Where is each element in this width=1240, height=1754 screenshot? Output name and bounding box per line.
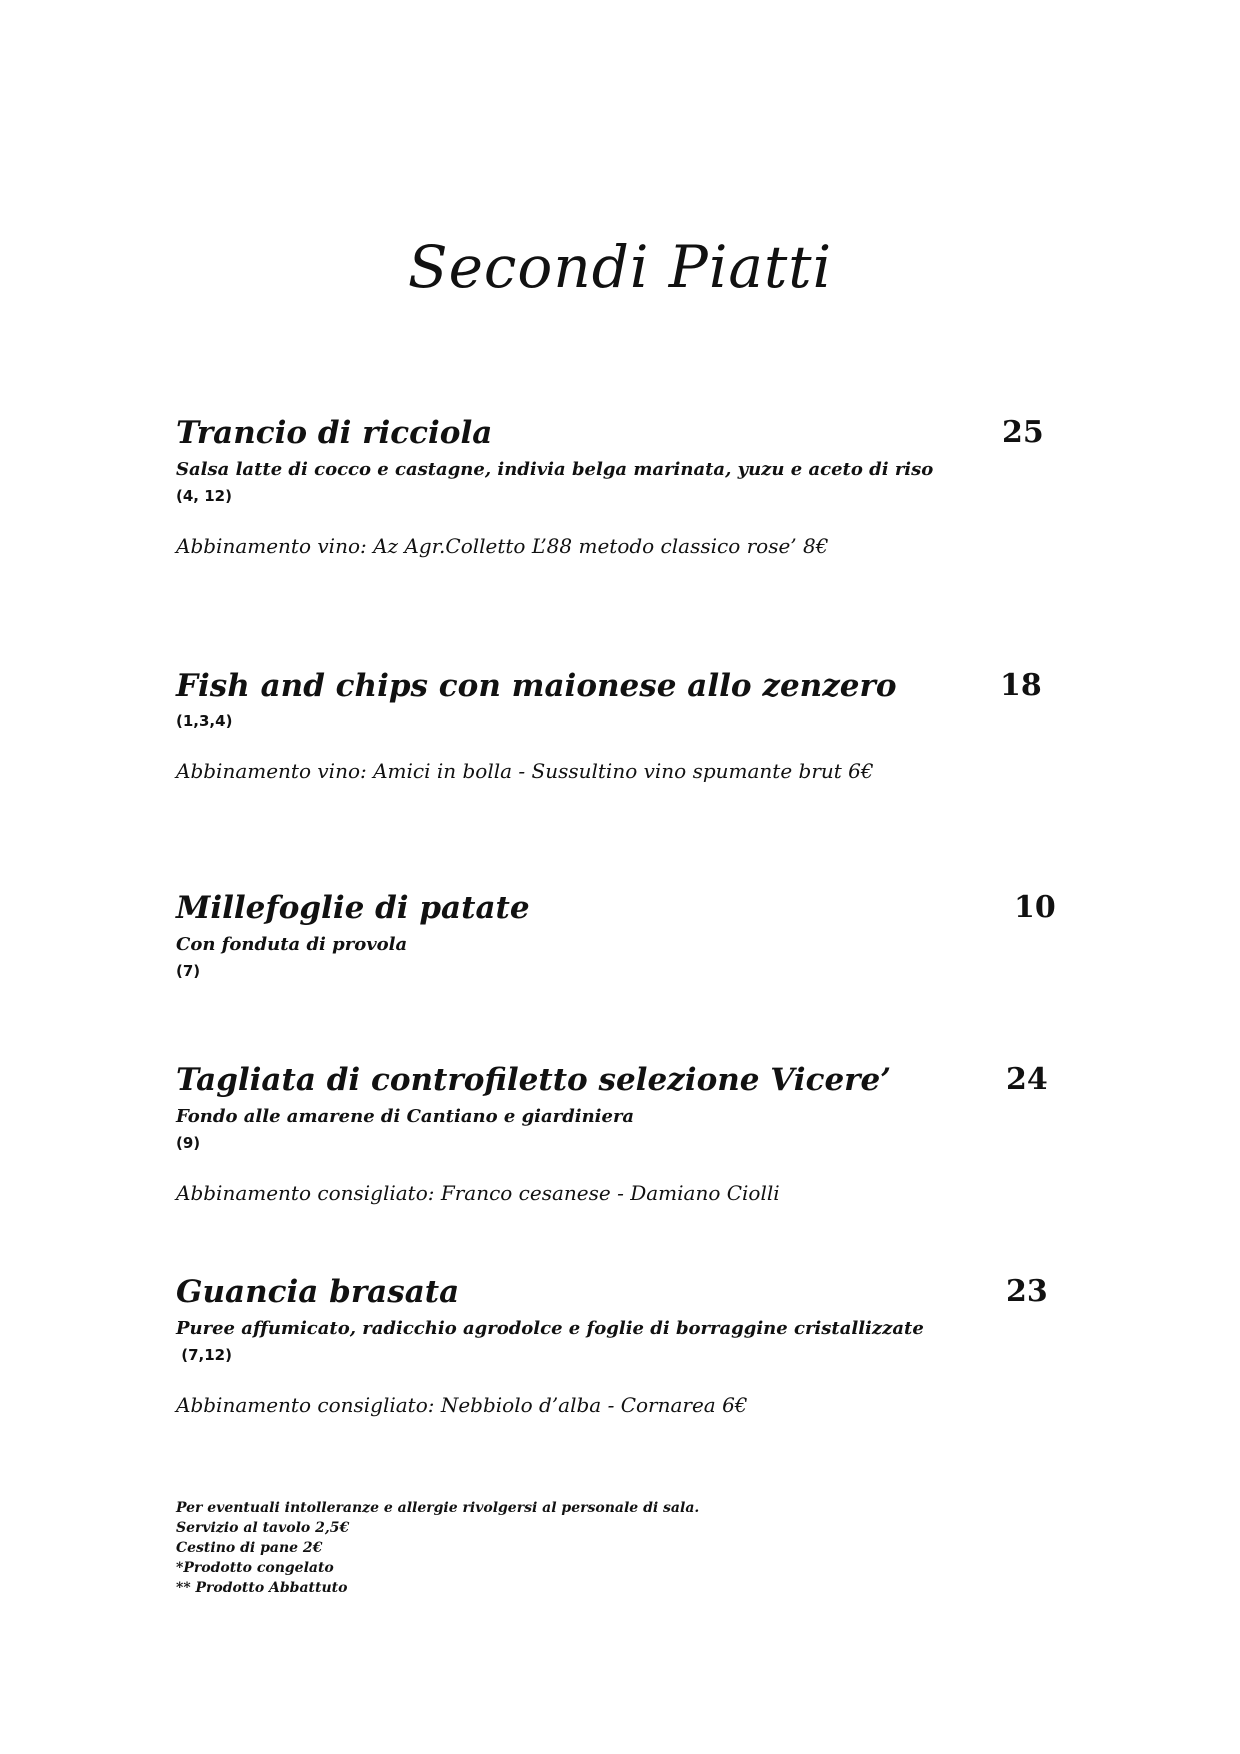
- page-title: Secondi Piatti: [407, 233, 833, 301]
- menu-item-allergens: (7,12): [176, 1346, 232, 1364]
- menu-item-header: [176, 663, 1056, 709]
- menu-item-price: 10: [1014, 890, 1056, 925]
- menu-item-wine-pairing: Abbinamento consigliato: Franco cesanese - Damiano Ciolli: [176, 1181, 780, 1205]
- allergy-notice: Per eventuali intolleranze e allergie rivolgersi al personale di sala.: [176, 1500, 700, 1516]
- menu-item-name: Trancio di ricciola: [176, 415, 493, 451]
- menu-item-allergens: (9): [176, 1134, 201, 1152]
- menu-item-price: 24: [1006, 1062, 1048, 1097]
- menu-item-header: [176, 1269, 1056, 1315]
- menu-item: [176, 410, 1056, 560]
- service-charge-note: Servizio al tavolo 2,5€: [176, 1520, 350, 1536]
- menu-item: [176, 663, 1056, 785]
- menu-item: [176, 1057, 1056, 1207]
- frozen-product-note: *Prodotto congelato: [176, 1560, 334, 1576]
- menu-item-header: [176, 1057, 1056, 1103]
- menu-item: [176, 885, 1056, 983]
- menu-item-allergens: (7): [176, 962, 201, 980]
- menu-item: [176, 1269, 1056, 1419]
- menu-item-wine-pairing: Abbinamento consigliato: Nebbiolo d’alba - Cornarea 6€: [176, 1393, 748, 1417]
- menu-item-description: Con fonduta di provola: [176, 934, 408, 955]
- menu-item-price: 23: [1006, 1274, 1048, 1309]
- menu-item-name: Tagliata di controfiletto selezione Vicere’: [176, 1062, 892, 1098]
- menu-item-allergens: (1,3,4): [176, 712, 233, 730]
- menu-item-allergens: (4, 12): [176, 487, 232, 505]
- bread-basket-note: Cestino di pane 2€: [176, 1540, 323, 1556]
- menu-item-header: [176, 885, 1056, 931]
- menu-footer-notes: [176, 1498, 976, 1598]
- menu-item-header: [176, 410, 1056, 456]
- menu-item-price: 25: [1002, 415, 1044, 450]
- menu-item-name: Guancia brasata: [176, 1274, 460, 1310]
- menu-item-name: Millefoglie di patate: [176, 890, 530, 926]
- menu-item-description: Salsa latte di cocco e castagne, indivia belga marinata, yuzu e aceto di riso: [176, 459, 934, 480]
- menu-item-wine-pairing: Abbinamento vino: Az Agr.Colletto L’88 metodo classico rose’ 8€: [176, 534, 829, 558]
- menu-item-description: Fondo alle amarene di Cantiano e giardiniera: [176, 1106, 635, 1127]
- menu-item-name: Fish and chips con maionese allo zenzero: [176, 668, 897, 704]
- menu-item-description: Puree affumicato, radicchio agrodolce e foglie di borraggine cristallizzate: [176, 1318, 924, 1339]
- blast-chilled-product-note: ** Prodotto Abbattuto: [176, 1580, 348, 1596]
- menu-item-price: 18: [1000, 668, 1042, 703]
- menu-item-wine-pairing: Abbinamento vino: Amici in bolla - Sussultino vino spumante brut 6€: [176, 759, 874, 783]
